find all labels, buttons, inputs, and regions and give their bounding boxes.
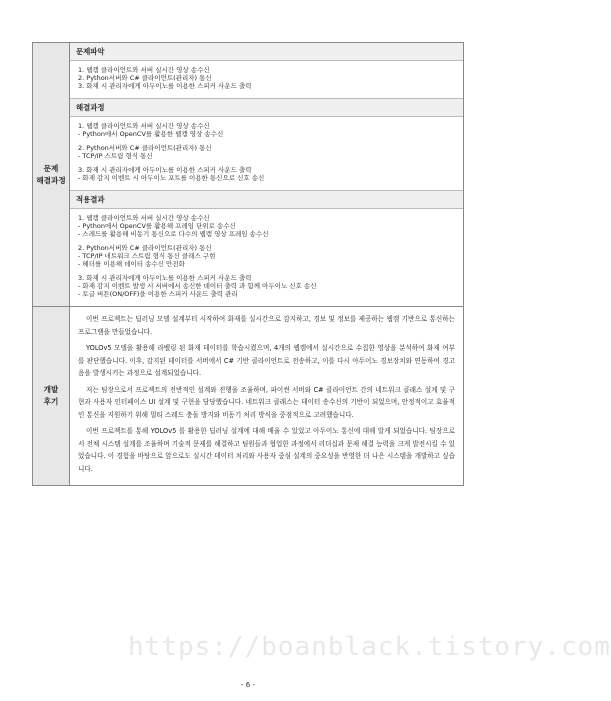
numbered-item: 2. Python서버와 C# 클라이언트(관리자) 통신 [78,244,212,252]
problem-solving-label: 문제 해결과정 [36,163,66,185]
dev-review-section [33,307,463,485]
dev-review-content [70,307,463,485]
review-paragraph: YOLOv5 모델을 활용해 라벨링 된 화재 데이터를 학습시켰으며, 4개의 웹캠에서 실시간으로 수집한 영상을 분석하여 화재 여부를 판단했습니다. 이후, 감지된 데이터를 서버에서 C# 기반 클라이언트로 전송하고, 이를 다시 아두이노 경보장치와 연동하여 경고음을 발생시키는 과정으로 설계되었습니다. [78,344,455,377]
numbered-item: 3. 화재 시 관리자에게 아두이노를 이용한 스피커 사운드 출력 [78,166,252,174]
section-label-cell [33,43,70,306]
dev-review-label: 개발 후기 [43,385,59,406]
subsection-heading: 문제파악 [70,43,463,61]
detail-line: - Python에서 OpenCV를 활용한 웹캠 영상 송수신 [78,130,224,138]
document-table [32,42,464,486]
numbered-item: 1. 웹캠 클라이언트와 서버 실시간 영상 송수신 [78,66,210,74]
review-paragraph: 이번 프로젝트를 통해 YOLOv5 를 활용한 딥러닝 설계에 대해 배울 수 있었고 아두이노 통신에 대해 알게 되었습니다. 팀장으로서 전체 시스템 설계를 조율하며 기술적 문제를 해결하고 팀원들과 협업한 과정에서 리더십과 문제 해결 능력을 크게 발전시킬 수 있었습니다. 이 경험을 바탕으로 앞으로도 실시간 데이터 처리와 사용자 중심 설계의 중요성을 반영한 더 나은 시스템을 개발하고 싶습니다. [78,427,455,473]
subsection-heading: 해결과정 [70,99,463,117]
problem-solving-section [33,43,463,307]
numbered-item: 3. 화재 시 관리자에게 아두이노를 이용한 스피커 사운드 출력 [78,82,252,90]
numbered-item: 1. 웹캠 클라이언트와 서버 실시간 영상 송수신 [78,122,210,130]
detail-line: - 헤더를 이용해 데이터 송수신 안전화 [78,260,185,268]
subsection-body [70,61,463,99]
page-number: - 6 - [241,681,255,689]
detail-line: - 화재 감지 이벤트 발생 시 서버에서 송신한 데이터 출력 과 함께 아두이노 신호 송신 [78,282,317,290]
detail-line: - Python에서 OpenCV를 활용해 프레임 단위로 송수신 [78,222,236,230]
detail-line: - 토글 버튼(ON/OFF)을 이용한 스피커 사운드 출력 관리 [78,290,238,298]
numbered-item: 1. 웹캠 클라이언트와 서버 실시간 영상 송수신 [78,214,210,222]
review-paragraph: 이번 프로젝트는 딥러닝 모델 설계부터 시작하여 화재를 실시간으로 감지하고, 경보 및 정보를 제공하는 웹캠 기반으로 통신하는 프로그램을 만들었습니다. [78,315,455,336]
numbered-item: 2. Python서버와 C# 클라이언트(관리자) 통신 [78,74,212,82]
subsection-body [70,117,463,191]
problem-solving-content [70,43,463,306]
detail-line: - 화재 감지 이벤트 시 아두이노 포트를 이용한 통신으로 신호 송신 [78,174,265,182]
detail-line: - TCP/IP 네트워크 스트림 형식 통신 클래스 구현 [78,252,216,260]
numbered-item: 2. Python서버와 C# 클라이언트(관리자) 통신 [78,144,212,152]
detail-line: - TCP/IP 스트림 형식 통신 [78,152,153,160]
review-paragraph: 저는 팀장으로서 프로젝트의 전반적인 설계와 진행을 조율하며, 파이썬 서버와 C# 클라이언트 간의 네트워크 클래스 설계 및 구현과 사용자 인터페이스 UI 설계 및 구현을 담당했습니다. 네트워크 클래스는 데이터 송수신의 기반이 되었으며, 안정적이고 효율적인 통신을 지원하기 위해 멀티 스레드 충돌 방지와 비동기 처리 방식을 중점적으로 고려했습니다. [78,385,455,419]
detail-line: - 스레드를 활용해 비동기 통신으로 다수의 웹캠 영상 프레임 송수신 [78,230,269,238]
subsection-heading: 적용결과 [70,191,463,209]
numbered-item: 3. 화재 시 관리자에게 아두이노를 이용한 스피커 사운드 출력 [78,274,252,282]
subsection-body [70,209,463,306]
section-label-cell [33,307,70,485]
watermark-text: https://boanblack.tistory.com [128,632,611,662]
